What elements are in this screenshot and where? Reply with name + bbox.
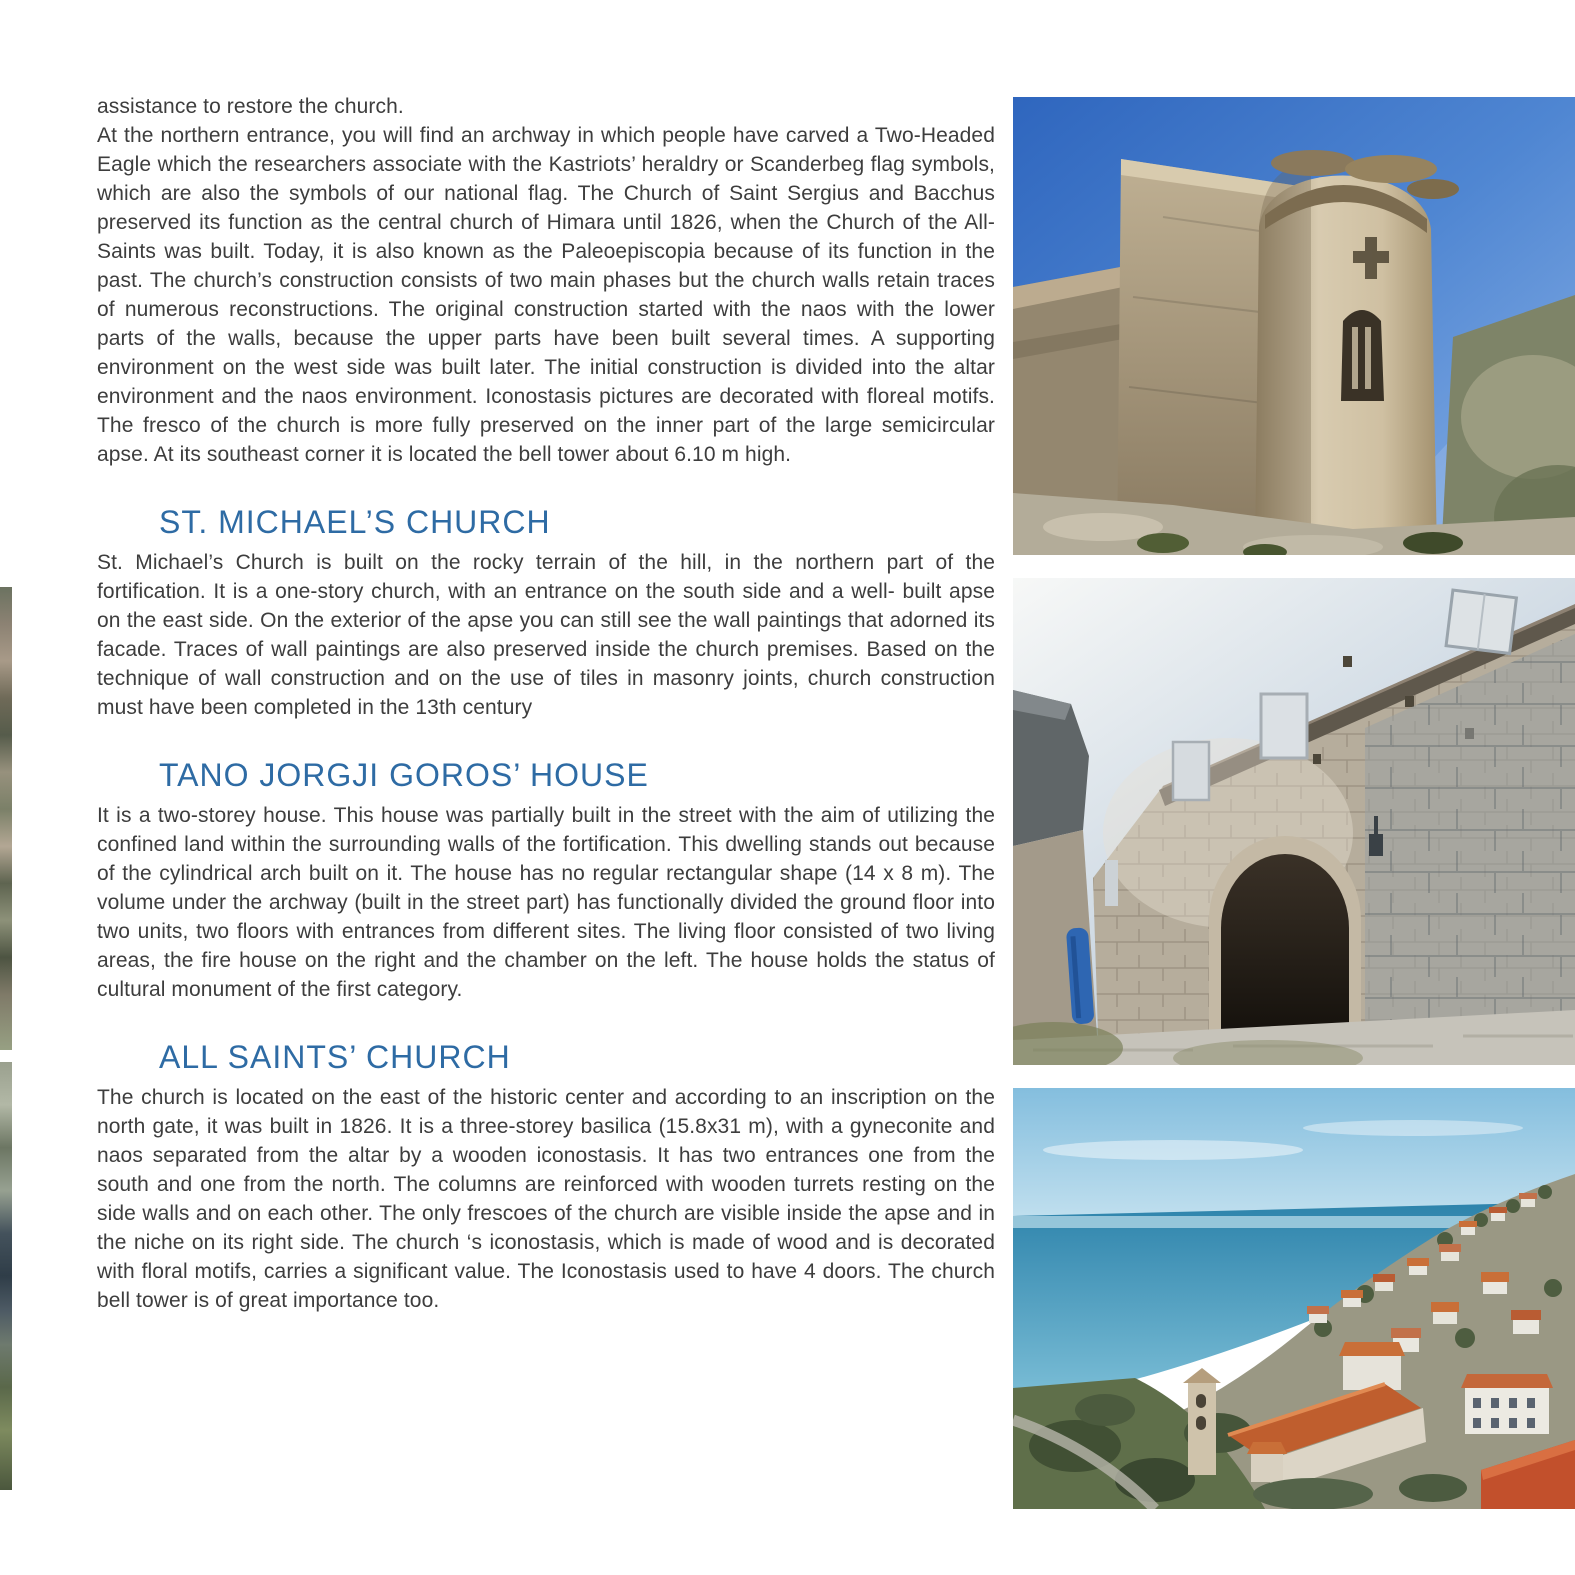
photo-tano-goros-house-archway [1013,578,1575,1065]
section-heading: ALL SAINTS’ CHURCH [159,1039,511,1075]
paragraph: The church is located on the east of the historic center and according to an inscription on the north gate, it was built in 1826. It is a three-storey basilica (15.8x31 m), with a gyneconite and naos separated from the altar by a wooden iconostasis. It has two entrances one from the south and one from the north. The columns are reinforced with wooden turrets resting on the side walls and on each other. The only frescoes of the church are visible inside the apse and in the niche on its right side. The church ‘s iconostasis, which is made of wood and is decorated with floral motifs, carries a significant value. The Iconostasis used to have 4 doors. The church bell tower is of great importance too. [97,1086,995,1312]
page-edge-photo-sliver-bottom [0,1062,12,1490]
village-aerial-illustration [1013,1088,1575,1509]
page-edge-photo-sliver-top [0,587,12,1050]
section-st-michaels-church [97,505,995,722]
section-saint-sergius-continuation [97,92,995,469]
photo-saint-sergius-church-ruin [1013,97,1575,555]
paragraph: St. Michael’s Church is built on the rocky terrain of the hill, in the northern part of the fortification. It is a one-story church, with an entrance on the south side and a well- built apse on the east side. On the exterior of the apse you can still see the wall paintings that adorned its facade. Traces of wall paintings are also preserved inside the church premises. Based on the technique of wall construction and on the use of tiles in masonry joints, church construction must have been completed in the 13th century [97,551,995,719]
paragraph: At the northern entrance, you will find an archway in which people have carved a Two-Headed Eagle which the researchers associate with the Kastriots’ heraldry or Scanderbeg flag symbols, which are also the symbols of our national flag. The Church of Saint Sergius and Bacchus preserved its function as the central church of Himara until 1826, when the Church of the All-Saints was built. Today, it is also known as the Paleoepiscopia because of its function in the past. The church’s construction consists of two main phases but the church walls retain traces of numerous reconstructions. The original construction started with the naos with the lower parts of the walls, because the upper parts have been built several times. A supporting environment on the west side was built later. The initial construction is divided into the altar environment and the naos environment. Iconostasis pictures are decorated with floreal motifs. The fresco of the church is more fully preserved on the inner part of the large semicircular apse. At its southeast corner it is located the bell tower about 6.10 m high. [97,124,995,466]
section-all-saints-church [97,1040,995,1315]
church-ruin-illustration [1013,97,1575,555]
stone-house-illustration [1013,578,1575,1065]
paragraph: It is a two-storey house. This house was partially built in the street with the aim of utilizing the confined land within the surrounding walls of the fortification. This dwelling stands out because of the cylindrical arch built on it. The house has no regular rectangular shape (14 x 8 m). The volume under the archway (built in the street part) has functionally divided the ground floor into two units, two floors with entrances from different sites. The living floor consisted of two living areas, the fire house on the right and the chamber on the left. The house holds the status of cultural monument of the first category. [97,804,995,1001]
paragraph: assistance to restore the church. [97,95,404,118]
section-heading: ST. MICHAEL’S CHURCH [159,504,551,540]
section-tano-jorgji-goros-house [97,758,995,1004]
photo-himara-village-all-saints [1013,1088,1575,1509]
article-text-column [97,92,995,1315]
section-heading: TANO JORGJI GOROS’ HOUSE [159,757,649,793]
